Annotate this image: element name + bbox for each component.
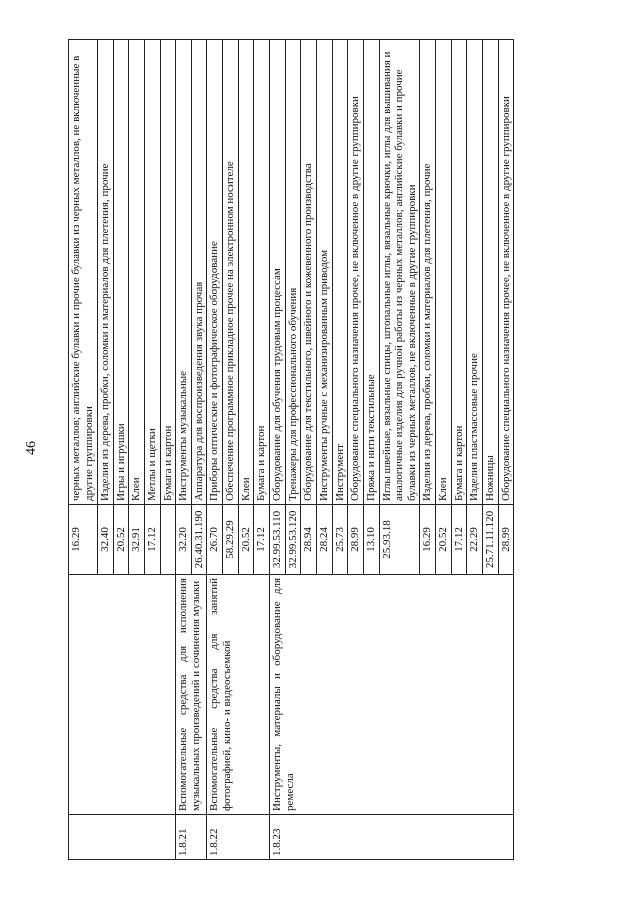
okpd-code: 16.29 [69, 505, 98, 575]
item-description: Инструменты музыкальные [176, 40, 192, 505]
okpd-code: 25.71.11.120 [483, 505, 499, 575]
okpd-code: 22.29 [467, 505, 483, 575]
item-description: Оборудование специального назначения прочее, не включенное в другие группировки [348, 40, 364, 505]
item-description: Приборы оптические и фотографическое оборудование [207, 40, 223, 505]
item-description: Изделия пластмассовые прочие [467, 40, 483, 505]
section-id: 1.8.22 [207, 815, 270, 860]
item-description: Инструмент [332, 40, 348, 505]
item-description: Бумага и картон [451, 40, 467, 505]
item-description: Инструменты ручные с механизированным приводом [316, 40, 332, 505]
item-description: Изделия из дерева, пробки, соломки и материалов для плетения, прочие [420, 40, 436, 505]
item-description: Клеи [238, 40, 254, 505]
item-description: Пряжа и нити текстильные [363, 40, 379, 505]
okpd-code: 13.10 [363, 505, 379, 575]
okpd-code: 32.20 [176, 505, 192, 575]
okpd-code: 28.99 [498, 505, 514, 575]
section-name [69, 575, 176, 815]
item-description: Обеспечение программное прикладное прочее на электронном носителе [223, 40, 239, 505]
okpd-code: 25.93.18 [379, 505, 420, 575]
okpd-code [160, 505, 176, 575]
classification-table [68, 39, 514, 860]
item-description: Оборудование для текстильного, швейного и кожевенного производства [301, 40, 317, 505]
section-id: 1.8.23 [270, 815, 514, 860]
okpd-code: 17.12 [451, 505, 467, 575]
okpd-code: 28.99 [348, 505, 364, 575]
item-description: Изделия из дерева, пробки, соломки и материалов для плетения, прочие [98, 40, 114, 505]
item-description: Бумага и картон [160, 40, 176, 505]
item-description: Клеи [436, 40, 452, 505]
okpd-code: 32.99.53.110 [270, 505, 286, 575]
okpd-code: 17.12 [254, 505, 270, 575]
okpd-code: 20.52 [436, 505, 452, 575]
okpd-code: 32.91 [129, 505, 145, 575]
okpd-code: 25.73 [332, 505, 348, 575]
section-name: Инструменты, материалы и оборудование для ремесла [270, 575, 514, 815]
okpd-code: 28.24 [316, 505, 332, 575]
page-number: 46 [24, 441, 39, 455]
item-description: Аппаратура для воспроизведения звука прочая [191, 40, 207, 505]
item-description: Игры и игрушки [113, 40, 129, 505]
okpd-code: 28.94 [301, 505, 317, 575]
item-description: Иглы швейные, вязальные спицы, штопальные иглы, вязальные крючки, иглы для вышивания и аналогичные изделия для ручной работы из черных металлов; английские булавки и прочие булавки из черных металлов, не включенные в другие группировки [379, 40, 420, 505]
item-description: Оборудование для обучения трудовым процессам [270, 40, 286, 505]
okpd-code: 32.99.53.120 [285, 505, 301, 575]
okpd-code: 17.12 [144, 505, 160, 575]
okpd-code: 26.40.31.190 [191, 505, 207, 575]
section-id [69, 815, 176, 860]
item-description: Ножницы [483, 40, 499, 505]
section-id: 1.8.21 [176, 815, 207, 860]
item-description: Бумага и картон [254, 40, 270, 505]
okpd-code: 26.70 [207, 505, 223, 575]
section-name: Вспомогательные средства для исполнения музыкальных произведений и сочинения музыки [176, 575, 207, 815]
rotated-table-container [68, 40, 568, 860]
okpd-code: 20.52 [238, 505, 254, 575]
item-description: Тренажеры для профессионального обучения [285, 40, 301, 505]
okpd-code: 20.52 [113, 505, 129, 575]
item-description: черных металлов; английские булавки и прочие булавки из черных металлов, не включенные в другие группировки [69, 40, 98, 505]
item-description: Клеи [129, 40, 145, 505]
okpd-code: 58.29.29 [223, 505, 239, 575]
section-name: Вспомогательные средства для занятий фотографией, кино- и видеосъемкой [207, 575, 270, 815]
okpd-code: 32.40 [98, 505, 114, 575]
item-description: Оборудование специального назначения прочее, не включенное в другие группировки [498, 40, 514, 505]
item-description: Метлы и щетки [144, 40, 160, 505]
okpd-code: 16.29 [420, 505, 436, 575]
